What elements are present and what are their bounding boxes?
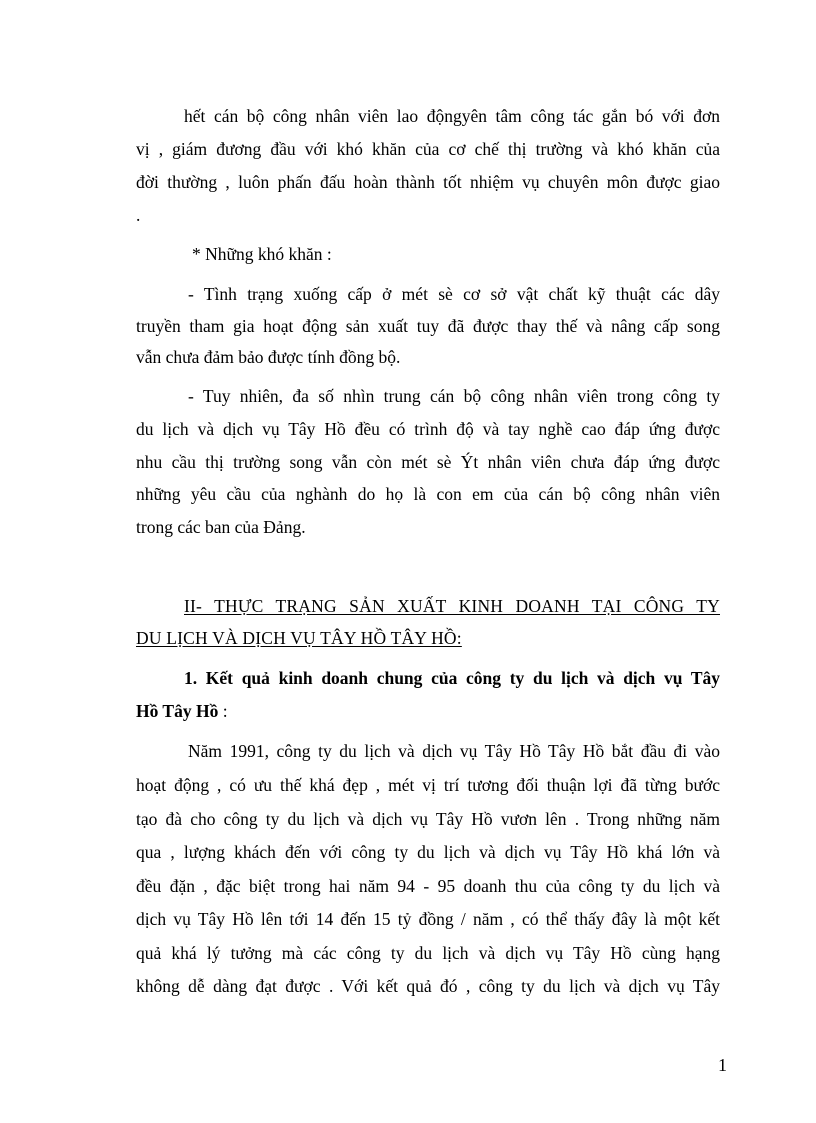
paragraph-2-line-1: - Tình trạng xuống cấp ở mét sè cơ sở vật chất kỹ thuật các dây [188, 284, 720, 304]
page-number: 1 [718, 1055, 727, 1075]
section-heading-line-2: DU LỊCH VÀ DỊCH VỤ TÂY HỒ TÂY HỒ: [136, 628, 462, 648]
paragraph-1-line-2: vị , giám đương đầu với khó khăn của cơ chế thị trường và khó khăn của [136, 139, 720, 159]
paragraph-4-line-1: Năm 1991, công ty du lịch và dịch vụ Tây Hồ Tây Hồ bắt đầu đi vào [188, 741, 720, 761]
subsection-heading-company-name: Hồ Tây Hồ [136, 701, 219, 721]
paragraph-2-line-2: truyền tham gia hoạt động sản xuất tuy đã được thay thế và nâng cấp song [136, 316, 720, 336]
paragraph-3-line-1: - Tuy nhiên, đa số nhìn trung cán bộ công nhân viên trong công ty [188, 386, 720, 406]
subsection-heading-colon: : [218, 701, 228, 721]
paragraph-4-line-3: tạo đà cho công ty du lịch và dịch vụ Tây Hồ vươn lên . Trong những năm [136, 809, 720, 829]
paragraph-4-line-2: hoạt động , có ưu thế khá đẹp , mét vị trí tương đối thuận lợi đã từng bước [136, 775, 720, 795]
paragraph-3-line-4: những yêu cầu của nghành do họ là con em của cán bộ công nhân viên [136, 484, 720, 504]
subsection-heading-line-2 [136, 701, 720, 721]
paragraph-4-line-6: dịch vụ Tây Hồ lên tới 14 đến 15 tỷ đồng / năm , có thể thấy đây là một kết [136, 909, 720, 929]
paragraph-3-line-3: nhu cầu thị trường song vẫn còn mét sè Ýt nhân viên chưa đáp ứng được [136, 452, 720, 472]
paragraph-2-line-3: vẫn chưa đảm bảo được tính đồng bộ. [136, 347, 401, 367]
paragraph-4-line-7: quả khá lý tưởng mà các công ty du lịch và dịch vụ Tây Hồ cùng hạng [136, 943, 720, 963]
section-heading-line-1: II- THỰC TRẠNG SẢN XUẤT KINH DOANH TẠI CÔNG TY [184, 596, 720, 616]
paragraph-1-line-3: đời thường , luôn phấn đấu hoàn thành tốt nhiệm vụ chuyên môn được giao [136, 172, 720, 192]
paragraph-1-line-4: . [136, 205, 141, 225]
paragraph-4-line-4: qua , lượng khách đến với công ty du lịch và dịch vụ Tây Hồ khá lớn và [136, 842, 720, 862]
paragraph-4-line-5: đều đặn , đặc biệt trong hai năm 94 - 95 doanh thu của công ty du lịch và [136, 876, 720, 896]
difficulties-title: * Những khó khăn : [192, 244, 332, 264]
subsection-heading-line-1: 1. Kết quả kinh doanh chung của công ty du lịch và dịch vụ Tây [184, 668, 720, 688]
paragraph-3-line-5: trong các ban của Đảng. [136, 517, 306, 537]
paragraph-4-line-8: không dễ dàng đạt được . Với kết quả đó , công ty du lịch và dịch vụ Tây [136, 976, 720, 996]
paragraph-3-line-2: du lịch và dịch vụ Tây Hồ đều có trình độ và tay nghề cao đáp ứng được [136, 419, 720, 439]
paragraph-1-line-1: hết cán bộ công nhân viên lao độngyên tâm công tác gắn bó với đơn [184, 106, 720, 126]
